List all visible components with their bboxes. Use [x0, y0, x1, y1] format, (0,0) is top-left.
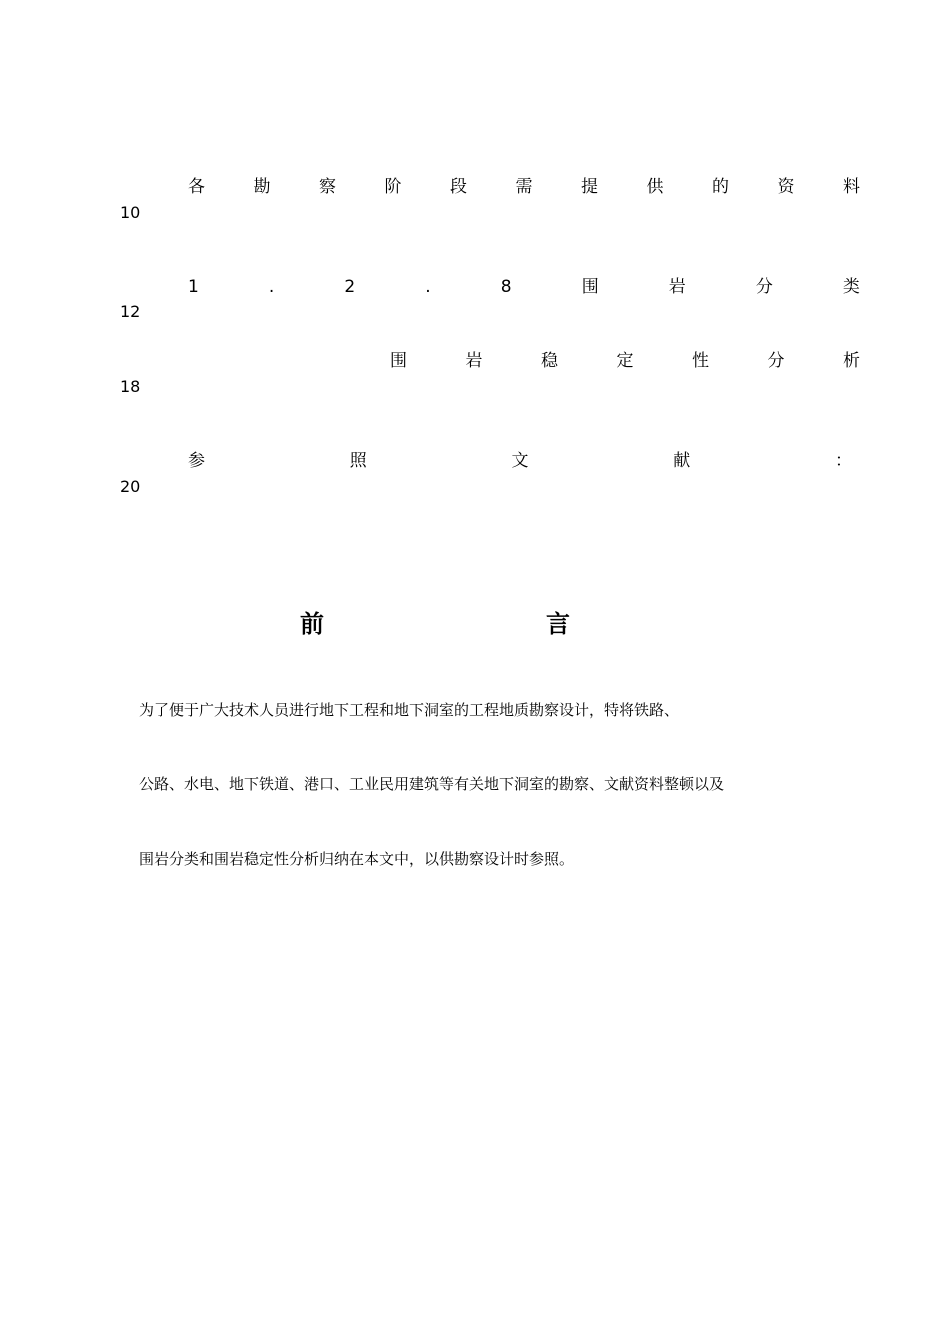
toc-char: 析 [843, 351, 860, 371]
toc-char: 的 [712, 177, 729, 197]
toc-char: ： [835, 451, 852, 471]
toc-entry-title [188, 275, 860, 299]
toc-char: 性 [692, 351, 709, 371]
toc-page-number: 12 [120, 302, 141, 321]
toc-char: 类 [842, 277, 860, 297]
toc-char: 各 [188, 177, 205, 197]
toc-entry-title [188, 175, 860, 199]
preface-paragraph-line: 围岩分类和围岩稳定性分析归纳在本文中，以供勘察设计时参照。 [139, 850, 575, 868]
toc-char: 2 [344, 277, 356, 297]
toc-char: . [425, 277, 431, 297]
toc-char: 供 [646, 177, 664, 197]
toc-char: 稳 [541, 351, 558, 371]
toc-char: 岩 [465, 351, 483, 371]
toc-page-number: 20 [120, 477, 141, 496]
toc-char: 1 [188, 277, 199, 297]
preface-heading [300, 607, 570, 641]
toc-char: 料 [843, 177, 860, 197]
toc-char: 照 [349, 451, 367, 471]
toc-char: 岩 [668, 277, 686, 297]
toc-char: 分 [767, 351, 785, 371]
toc-char: 阶 [384, 177, 402, 197]
toc-char: 文 [511, 451, 529, 471]
toc-char: 献 [673, 451, 691, 471]
preface-paragraph-line: 公路、水电、地下铁道、港口、工业民用建筑等有关地下洞室的勘察、文献资料整顿以及 [139, 775, 725, 793]
toc-char: 参 [188, 451, 205, 471]
toc-char: 勘 [253, 177, 271, 197]
toc-page-number: 10 [120, 203, 141, 222]
toc-char: 围 [390, 351, 407, 371]
toc-char: 围 [581, 277, 599, 297]
preface-heading-char: 前 [300, 609, 324, 638]
toc-page-number: 18 [120, 377, 141, 396]
preface-paragraph-line: 为了便于广大技术人员进行地下工程和地下洞室的工程地质勘察设计，特将铁路、 [139, 701, 680, 719]
toc-char: 察 [319, 177, 336, 197]
toc-char: 8 [500, 277, 512, 297]
toc-entry-title [390, 349, 860, 373]
toc-char: 提 [581, 177, 598, 197]
preface-heading-char: 言 [546, 609, 570, 638]
toc-char: 定 [616, 351, 634, 371]
toc-char: 段 [450, 177, 467, 197]
toc-char: . [268, 277, 275, 297]
toc-char: 资 [777, 177, 795, 197]
toc-entry-title [188, 449, 852, 473]
toc-char: 分 [755, 277, 773, 297]
toc-char: 需 [515, 177, 533, 197]
